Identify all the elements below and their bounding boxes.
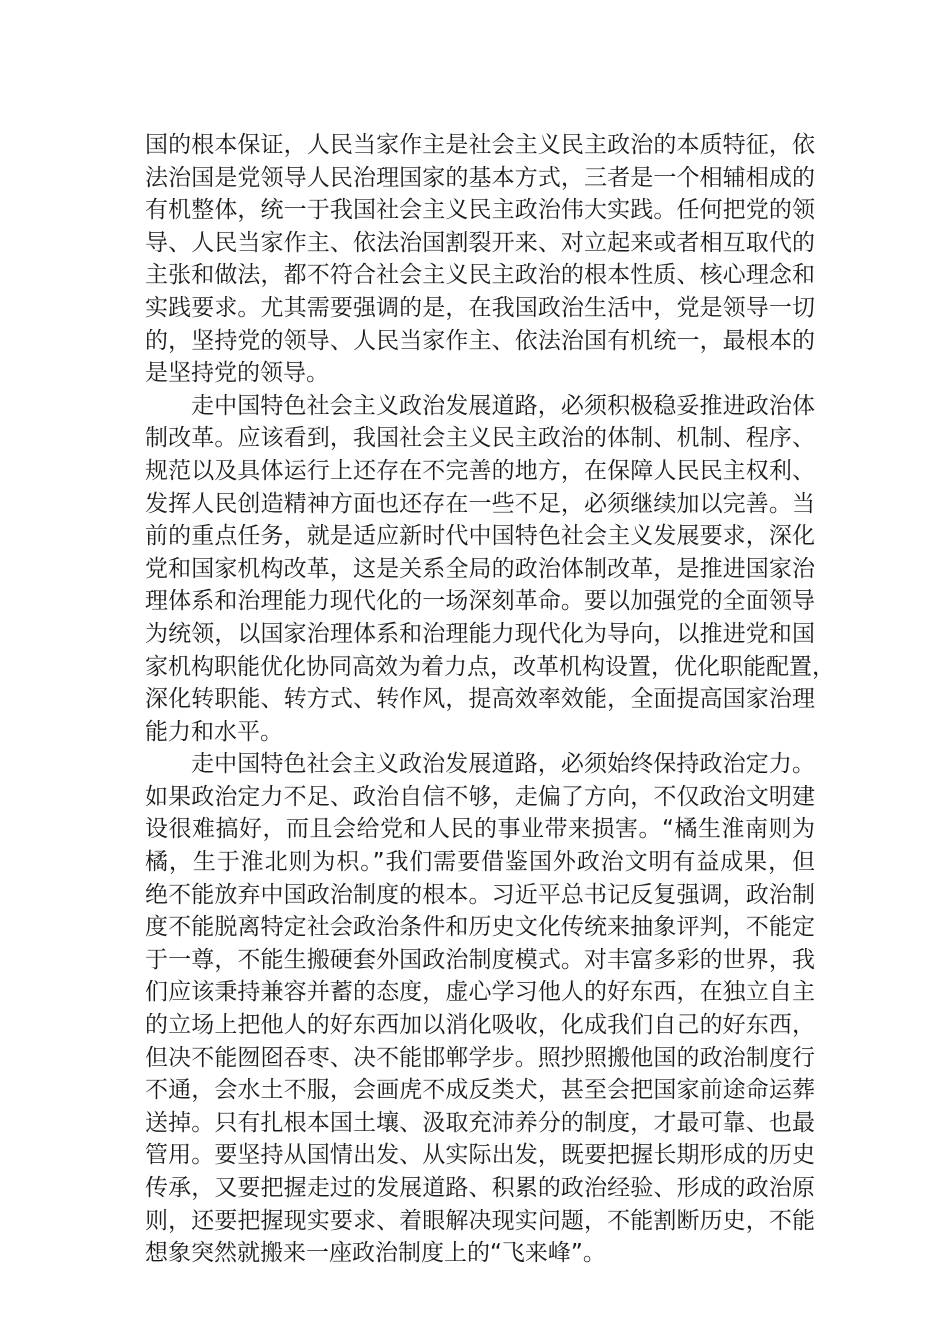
- text-line: 有机整体，统一于我国社会主义民主政治伟大实践。任何把党的领: [145, 197, 815, 224]
- text-line: 橘，生于淮北则为枳。”我们需要借鉴国外政治文明有益成果，但: [145, 849, 815, 876]
- text-line: 导、人民当家作主、依法治国割裂开来、对立起来或者相互取代的: [145, 229, 815, 256]
- text-line: 于一尊，不能生搬硬套外国政治制度模式。对丰富多彩的世界，我: [145, 946, 815, 973]
- text-line: 是坚持党的领导。: [145, 360, 329, 387]
- text-line: 主张和做法，都不符合社会主义民主政治的根本性质、核心理念和: [145, 262, 815, 289]
- text-line: 党和国家机构改革，这是关系全局的政治体制改革，是推进国家治: [145, 555, 815, 582]
- text-line: 送掉。只有扎根本国土壤、汲取充沛养分的制度，才最可靠、也最: [145, 1109, 815, 1136]
- text-line: 走中国特色社会主义政治发展道路，必须积极稳妥推进政治体: [191, 392, 815, 419]
- text-line: 想象突然就搬来一座政治制度上的“飞来峰”。: [145, 1240, 606, 1267]
- text-line: 不通，会水土不服，会画虎不成反类犬，甚至会把国家前途命运葬: [145, 1077, 815, 1104]
- text-line: 发挥人民创造精神方面也还存在一些不足，必须继续加以完善。当: [145, 490, 815, 517]
- text-line: 能力和水平。: [145, 718, 283, 745]
- text-line: 走中国特色社会主义政治发展道路，必须始终保持政治定力。: [191, 751, 815, 778]
- text-line: 深化转职能、转方式、转作风，提高效率效能，全面提高国家治理: [145, 686, 815, 713]
- text-line: 理体系和治理能力现代化的一场深刻革命。要以加强党的全面领导: [145, 588, 815, 615]
- text-line: 家机构职能优化协同高效为着力点，改革机构设置，优化职能配置，: [145, 653, 835, 680]
- text-line: 为统领，以国家治理体系和治理能力现代化为导向，以推进党和国: [145, 620, 815, 647]
- paragraph: [145, 390, 835, 749]
- text-line: 设很难搞好，而且会给党和人民的事业带来损害。“橘生淮南则为: [145, 816, 815, 843]
- text-line: 的，坚持党的领导、人民当家作主、依法治国有机统一，最根本的: [145, 327, 815, 354]
- paragraph: [145, 129, 815, 390]
- text-line: 规范以及具体运行上还存在不完善的地方，在保障人民民主权利、: [145, 457, 815, 484]
- text-line: 传承，又要把握走过的发展道路、积累的政治经验、形成的政治原: [145, 1175, 815, 1201]
- text-line: 们应该秉持兼容并蓄的态度，虚心学习他人的好东西，在独立自主: [145, 979, 815, 1006]
- text-line: 制改革。应该看到，我国社会主义民主政治的体制、机制、程序、: [145, 425, 815, 452]
- paragraph: [145, 748, 815, 1270]
- text-line: 实践要求。尤其需要强调的是，在我国政治生活中，党是领导一切: [145, 294, 815, 321]
- document-body: [145, 129, 835, 1270]
- text-line: 管用。要坚持从国情出发、从实际出发，既要把握长期形成的历史: [145, 1142, 815, 1169]
- text-line: 度不能脱离特定社会政治条件和历史文化传统来抽象评判，不能定: [145, 914, 815, 941]
- text-line: 前的重点任务，就是适应新时代中国特色社会主义发展要求，深化: [145, 523, 815, 550]
- text-line: 如果政治定力不足、政治自信不够，走偏了方向，不仅政治文明建: [145, 783, 815, 810]
- text-line: 则，还要把握现实要求、着眼解决现实问题，不能割断历史，不能: [145, 1207, 815, 1234]
- text-line: 但决不能囫囵吞枣、决不能邯郸学步。照抄照搬他国的政治制度行: [145, 1044, 815, 1071]
- text-line: 绝不能放弃中国政治制度的根本。习近平总书记反复强调，政治制: [145, 881, 815, 908]
- text-line: 国的根本保证，人民当家作主是社会主义民主政治的本质特征，依: [145, 132, 815, 158]
- text-line: 的立场上把他人的好东西加以消化吸收，化成我们自己的好东西，: [145, 1012, 815, 1039]
- text-line: 法治国是党领导人民治理国家的基本方式，三者是一个相辅相成的: [145, 164, 815, 191]
